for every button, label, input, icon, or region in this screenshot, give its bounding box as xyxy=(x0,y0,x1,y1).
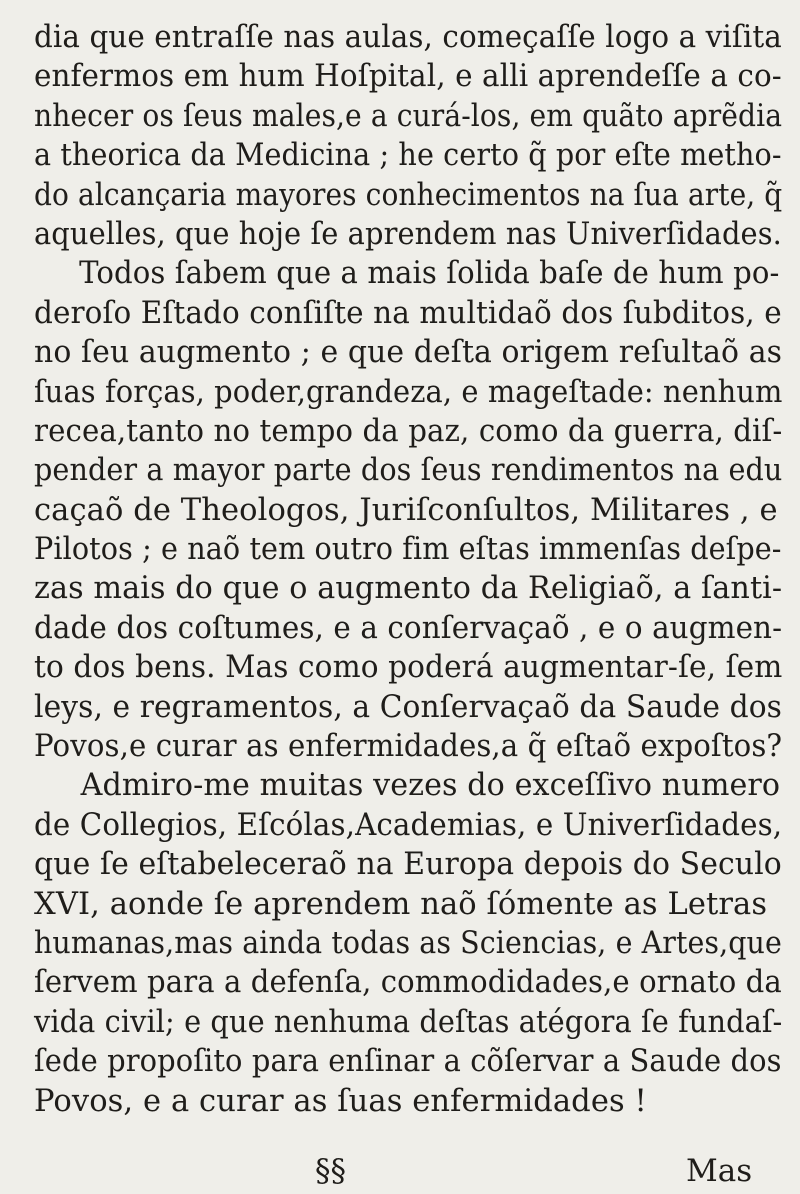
text-line: enfermos em hum Hoſpital, e alli aprendeſſe a co- xyxy=(34,58,782,95)
text-line: deroſo Eſtado conſiſte na multidaõ dos ſubditos, e xyxy=(34,294,782,331)
text-line: do alcançaria mayores conhecimentos na ſua arte, q̃ xyxy=(34,176,783,213)
text-line: que ſe eſtabeleceraõ na Europa depois do Seculo xyxy=(34,846,782,883)
text-line: recea,tanto no tempo da paz, como da guerra, diſ- xyxy=(34,412,783,449)
text-line: dia que entraſſe nas aulas, começaſſe logo a viſita xyxy=(34,19,782,55)
text-line: caçaõ de Theologos, Juriſconſultos, Militares , e xyxy=(34,491,778,528)
text-line: leys, e regramentos, a Conſervaçaõ da Saude dos xyxy=(34,688,783,725)
text-line: a theorica da Medicina ; he certo q̃ por eſte metho- xyxy=(34,137,782,174)
page-footer xyxy=(0,1153,800,1191)
paragraph-start-line: Admiro-me muitas vezes do exceſſivo numero xyxy=(80,767,781,804)
body-text xyxy=(34,18,794,1121)
text-line: ſervem para a defenſa, commodidades,e ornato da xyxy=(34,964,782,1001)
text-line: nhecer os ſeus males,e a curá-los, em quãto aprẽdia xyxy=(34,97,783,134)
text-line: dade dos coſtumes, e a conſervaçaõ , e o augmen- xyxy=(34,609,783,646)
text-line: Povos, e a curar as ſuas enfermidades ! xyxy=(34,1082,647,1119)
signature-mark: §§ xyxy=(315,1153,346,1189)
text-line: XVI, aonde ſe aprendem naõ ſómente as Letras xyxy=(34,885,768,922)
text-line: vida civil; e que nenhuma deſtas atégora ſe fundaſ- xyxy=(34,1003,783,1040)
text-line: de Collegios, Eſcólas,Academias, e Univerſidades, xyxy=(34,806,783,843)
text-line: humanas,mas ainda todas as Sciencias, e Artes,que xyxy=(34,924,782,961)
text-line: pender a mayor parte dos ſeus rendimentos na edu xyxy=(34,452,783,489)
catchword: Mas xyxy=(686,1153,753,1189)
text-line: ſede propoſito para enſinar a cõſervar a Saude dos xyxy=(34,1043,782,1080)
text-line: no ſeu augmento ; e que deſta origem reſultaõ as xyxy=(34,334,783,371)
paragraph-start-line: Todos ſabem que a mais ſolida baſe de hum po- xyxy=(79,255,780,292)
text-line: ſuas forças, poder,grandeza, e mageſtade: nenhum xyxy=(34,373,783,410)
text-line: Povos,e curar as enfermidades,a q̃ eſtaõ expoſtos? xyxy=(34,728,783,765)
text-line: to dos bens. Mas como poderá augmentar-ſe, ſem xyxy=(34,649,783,686)
text-line: aquelles, que hoje ſe aprendem nas Univerſidades. xyxy=(34,215,782,252)
text-line: Pilotos ; e naõ tem outro fim eſtas immenſas deſpe- xyxy=(34,531,782,568)
text-line: zas mais do que o augmento da Religiaõ, a ſanti- xyxy=(34,570,783,607)
